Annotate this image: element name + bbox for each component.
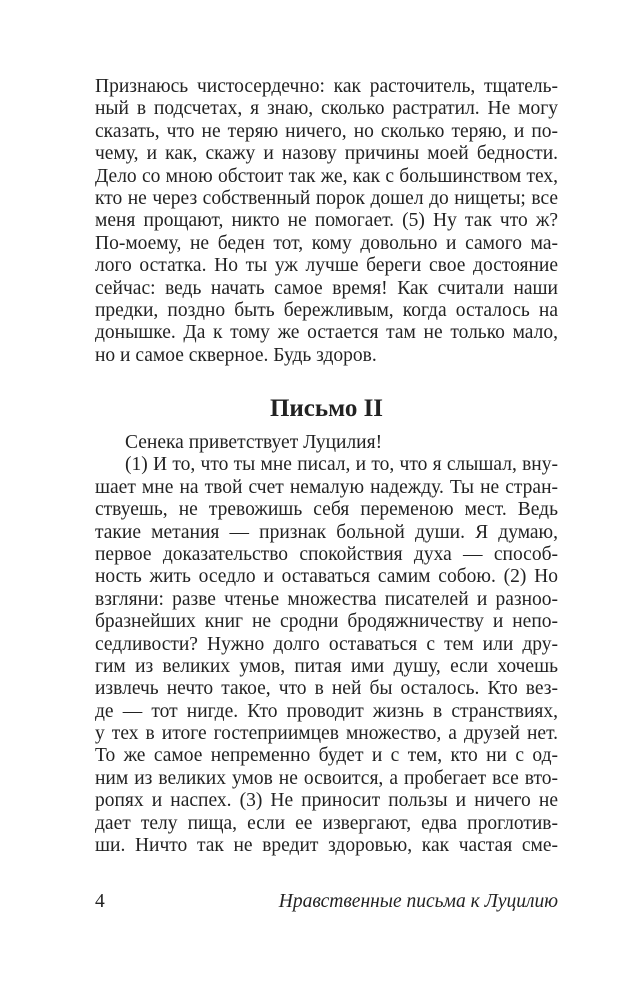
text-line: ность жить оседло и оставаться самим собою. (2) Но: [95, 566, 558, 588]
text-line: первое доказательство спокойствия духа — способ-: [95, 543, 558, 565]
text-line: То же самое непременно будет и с тем, кто ни с од-: [95, 745, 558, 767]
text-line: у тех в итоге гостеприимцев множество, а друзей нет.: [95, 723, 558, 745]
text-line: ропях и наспех. (3) Не приносит пользы и ничего не: [95, 790, 558, 812]
text-line: шает мне на твой счет немалую надежду. Ты не стран-: [95, 476, 558, 498]
text-line: такие метания — признак больной души. Я думаю,: [95, 521, 558, 543]
text-line: Дело со мною обстоит так же, как с большинством тех,: [95, 165, 558, 187]
text-line: извлечь нечто такое, что в ней бы осталось. Кто вез-: [95, 678, 558, 700]
greeting-line: Сенека приветствует Луцилия!: [125, 432, 383, 453]
text-line: (1) И то, что ты мне писал, и то, что я слышал, вну-: [125, 454, 558, 476]
text-line: де — тот нигде. Кто проводит жизнь в странствиях,: [95, 700, 558, 722]
letter-heading: Письмо II: [269, 395, 384, 422]
text-line: седливости? Нужно долго оставаться с тем или дру-: [95, 633, 558, 655]
text-line: ши. Ничто так не вредит здоровью, как частая сме-: [95, 835, 558, 857]
running-title: Нравственные письма к Луцилию: [278, 891, 558, 912]
paragraph-2: [95, 432, 558, 857]
text-line: предки, поздно быть бережливым, когда осталось на: [95, 299, 558, 321]
text-line: меня прощают, никто не помогает. (5) Ну так что ж?: [95, 210, 558, 232]
text-line: ним из великих умов не освоится, а пробегает все вто-: [95, 767, 558, 789]
text-line: кто не через собственный порок дошел до нищеты; все: [95, 187, 558, 209]
text-line: лого остатка. Но ты уж лучше береги свое достояние: [95, 255, 558, 277]
text-line: бразнейших книг не сродни бродяжничеству и непо-: [95, 611, 558, 633]
paragraph-1: [95, 76, 558, 367]
text-line: ствуешь, не тревожишь себя переменою мест. Ведь: [95, 499, 558, 521]
page-number: 4: [95, 891, 105, 912]
text-line: чему, и как, скажу и назову причины моей бедности.: [95, 143, 558, 165]
text-line: но и самое скверное. Будь здоров.: [95, 344, 377, 366]
text-line: ный в подсчетах, я знаю, сколько растратил. Не могу: [95, 98, 558, 120]
text-line: донышке. Да к тому же остается там не только мало,: [95, 322, 558, 344]
text-line: сейчас: ведь начать самое время! Как считали наши: [95, 277, 558, 299]
text-line: взгляни: разве чтенье множества писателей и разноо-: [95, 588, 558, 610]
text-line: Признаюсь чистосердечно: как расточитель, тщатель-: [95, 76, 558, 97]
text-line: По-моему, не беден тот, кому довольно и самого ма-: [95, 232, 558, 254]
text-line: гим из великих умов, питая ими душу, если хочешь: [95, 655, 558, 677]
text-line: сказать, что не теряю ничего, но сколько теряю, и по-: [95, 120, 558, 142]
text-line: дает телу пища, если ее извергают, едва проглотив-: [95, 812, 558, 834]
